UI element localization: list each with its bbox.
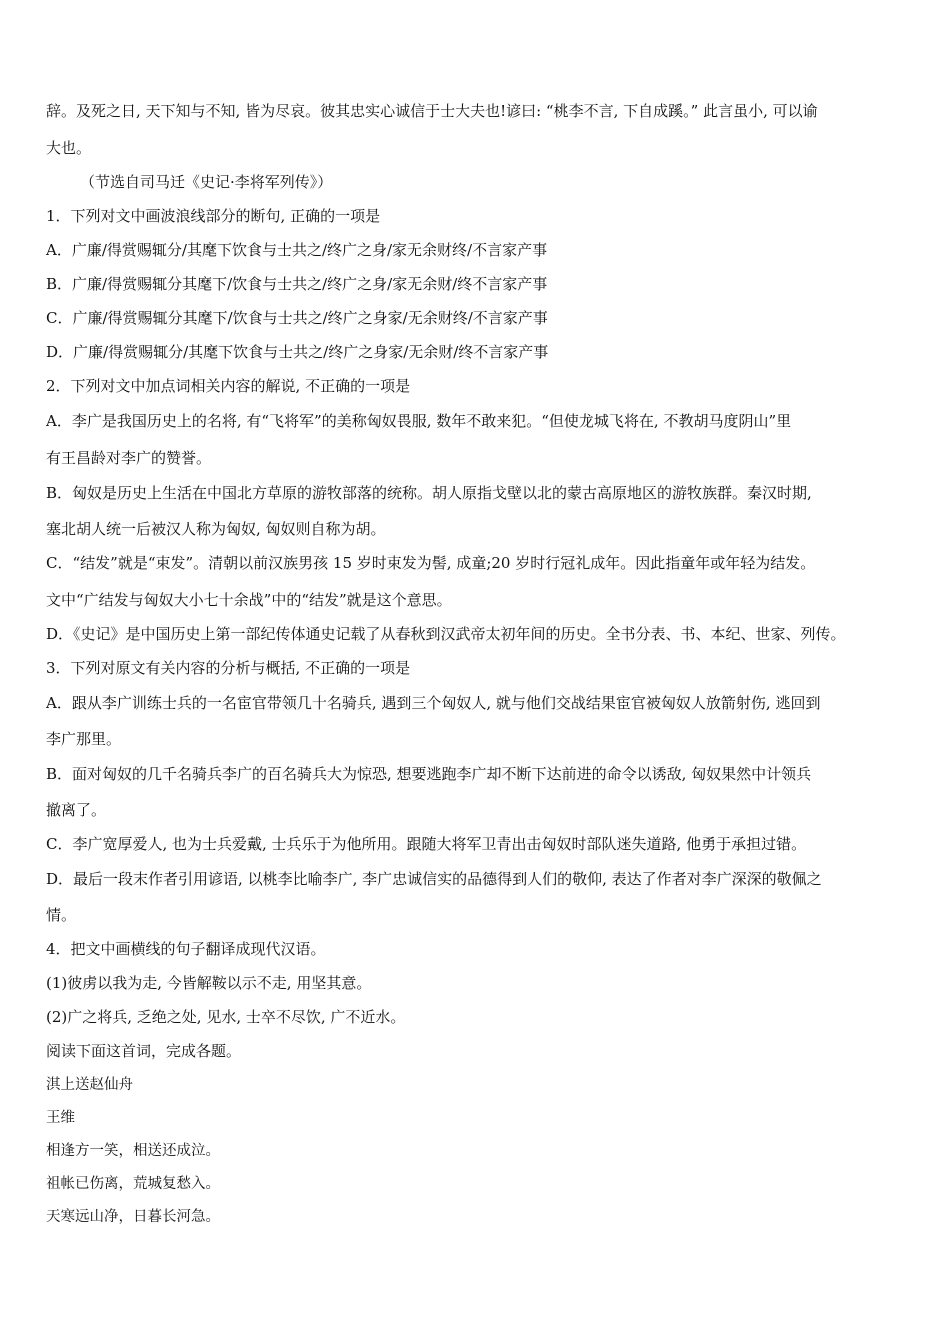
question-2-option-d: D．《史记》是中国历史上第一部纪传体通史记载了从春秋到汉武帝太初年间的历史。全书分表、书、本纪、世家、列传。 <box>46 625 846 643</box>
question-1-option-b: B．广廉/得赏赐辄分其麾下/饮食与士共之/终广之身/家无余财/终不言家产事 <box>46 275 548 293</box>
question-2-option-a-cont: 有王昌龄对李广的赞誉。 <box>46 449 212 467</box>
question-4-sentence-2: (2)广之将兵, 乏绝之处, 见水, 士卒不尽饮, 广不近水。 <box>46 1008 406 1026</box>
question-3-option-a: A．跟从李广训练士兵的一名宦官带领几十名骑兵, 遇到三个匈奴人, 就与他们交战结果宦官被匈奴人放箭射伤, 逃回到 <box>46 694 821 712</box>
question-2-option-c-cont: 文中“广结发与匈奴大小七十余战”中的“结发”就是这个意思。 <box>46 591 452 609</box>
question-2-option-b: B．匈奴是历史上生活在中国北方草原的游牧部落的统称。胡人原指戈壁以北的蒙古高原地区的游牧族群。秦汉时期, <box>46 484 812 502</box>
question-3-option-d: D．最后一段末作者引用谚语, 以桃李比喻李广, 李广忠诚信实的品德得到人们的敬仰, 表达了作者对李广深深的敬佩之 <box>46 870 822 888</box>
poem-line: 祖帐已伤离，荒城复愁入。 <box>46 1176 220 1192</box>
poem-author: 王维 <box>46 1110 75 1126</box>
poem-title: 淇上送赵仙舟 <box>46 1077 133 1093</box>
question-2-option-a: A．李广是我国历史上的名将, 有“飞将军”的美称匈奴畏服, 数年不敢来犯。“但使龙城飞将在, 不教胡马度阴山”里 <box>46 412 792 430</box>
question-2-stem: 2．下列对文中加点词相关内容的解说, 不正确的一项是 <box>46 377 411 395</box>
poem-line: 天寒远山净，日暮长河急。 <box>46 1209 220 1225</box>
question-3-stem: 3．下列对原文有关内容的分析与概括, 不正确的一项是 <box>46 659 411 677</box>
question-3-option-d-cont: 情。 <box>46 906 77 924</box>
question-3-option-a-cont: 李广那里。 <box>46 730 122 748</box>
question-2-option-c: C．“结发”就是“束发”。清朝以前汉族男孩 15 岁时束发为髻, 成童;20 岁时行冠礼成年。因此指童年或年轻为结发。 <box>46 554 816 572</box>
passage-source: （节选自司马迁《史记·李将军列传》） <box>80 173 333 191</box>
question-4-sentence-1: (1)彼虏以我为走, 今皆解鞍以示不走, 用坚其意。 <box>46 974 372 992</box>
question-1-option-d: D．广廉/得赏赐辄分/其麾下饮食与士共之/终广之身家/无余财/终不言家产事 <box>46 343 549 361</box>
question-3-option-b-cont: 撤离了。 <box>46 801 107 819</box>
question-1-stem: 1．下列对文中画波浪线部分的断句, 正确的一项是 <box>46 207 381 225</box>
poem-line: 相逢方一笑，相送还成泣。 <box>46 1143 220 1159</box>
passage-line: 大也。 <box>46 139 92 157</box>
passage-line: 辞。及死之日, 天下知与不知, 皆为尽哀。彼其忠实心诚信于士大夫也!谚曰: “桃李不言, 下自成蹊。” 此言虽小, 可以谕 <box>46 102 818 120</box>
question-2-option-b-cont: 塞北胡人统一后被汉人称为匈奴, 匈奴则自称为胡。 <box>46 520 386 538</box>
question-3-option-b: B．面对匈奴的几千名骑兵李广的百名骑兵大为惊恐, 想要逃跑李广却不断下达前进的命令以诱敌, 匈奴果然中计领兵 <box>46 765 812 783</box>
question-1-option-c: C．广廉/得赏赐辄分其麾下/饮食与士共之/终广之身家/无余财终/不言家产事 <box>46 309 548 327</box>
question-4-stem: 4．把文中画横线的句子翻译成现代汉语。 <box>46 940 326 958</box>
question-1-option-a: A．广廉/得赏赐辄分/其麾下饮食与士共之/终广之身/家无余财终/不言家产事 <box>46 241 548 259</box>
poem-intro: 阅读下面这首词，完成各题。 <box>46 1042 242 1060</box>
question-3-option-c: C．李广宽厚爱人, 也为士兵爱戴, 士兵乐于为他所用。跟随大将军卫青出击匈奴时部队迷失道路, 他勇于承担过错。 <box>46 835 807 853</box>
